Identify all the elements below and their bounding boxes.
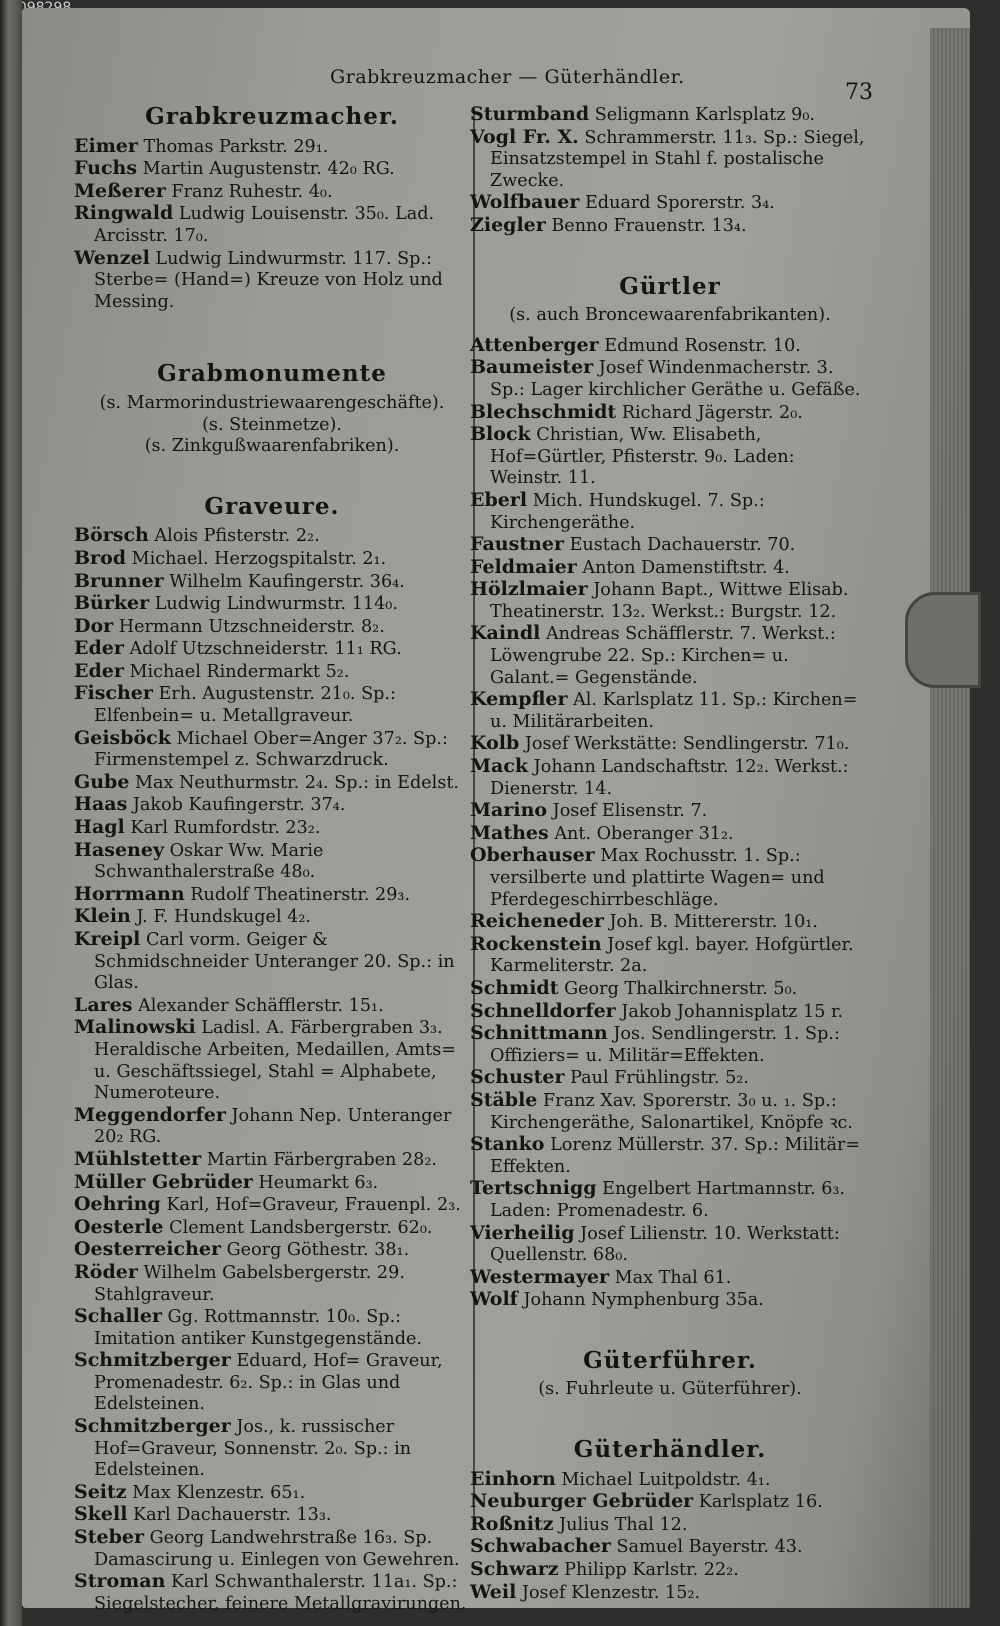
entry-name: Meßerer xyxy=(74,179,166,202)
directory-entry xyxy=(74,661,470,684)
entry-text: Eustach Dachauerstr. 70. xyxy=(569,535,796,556)
entry-text: Lorenz Müllerstr. 37. Sp.: Militär= Effekten. xyxy=(490,1135,861,1177)
directory-entry xyxy=(74,1504,470,1527)
entry-text: Ant. Oberanger 31₂. xyxy=(554,823,734,844)
directory-entry xyxy=(74,1105,470,1149)
directory-entry xyxy=(470,1023,870,1067)
entry-name: Kaindl xyxy=(470,622,541,645)
entry-name: Sturmband xyxy=(470,103,590,125)
entry-text: Karl, Hof=Graveur, Frauenpl. 2₃. xyxy=(166,1195,461,1216)
entry-text: Georg Göthestr. 38₁. xyxy=(226,1240,410,1261)
entry-text: Eduard, Hof= Graveur, Promenadestr. 6₂. Sp.: in Glas und Edelsteinen. xyxy=(94,1351,443,1415)
entry-name: Stanko xyxy=(470,1133,545,1156)
directory-entry xyxy=(470,579,870,623)
entry-name: Attenberger xyxy=(470,333,599,356)
entry-name: Brunner xyxy=(74,569,164,592)
entry-text: Karl Rumfordstr. 23₂. xyxy=(130,818,321,839)
entry-text: Philipp Karlstr. 22₂. xyxy=(564,1560,739,1581)
entry-text: Karl Schwanthalerstr. 11a₁. Sp.: Siegelstecher, feinere Metallgravirungen. xyxy=(94,1572,467,1614)
section-heading: Grabkreuzmacher. xyxy=(145,103,399,130)
section-heading: Güterhändler. xyxy=(573,1436,767,1464)
entry-text: Ladisl. A. Färbergraben 3₃. Heraldische Arbeiten, Medaillen, Amts= u. Geschäftssiegel, Stahl = Alphabete, Numeroteure. xyxy=(94,1018,457,1104)
right-column xyxy=(470,104,870,1604)
entry-text: Andreas Schäfflerstr. 7. Werkst.: Löwengrube 22. Sp.: Kirchen= u. Galant.= Gegenstände. xyxy=(490,624,836,688)
entry-text: Johann Nymphenburg 35a. xyxy=(523,1290,764,1311)
directory-entry xyxy=(470,934,870,978)
entry-text: Christian, Ww. Elisabeth, Hof=Gürtler, Pfisterstr. 9₀. Laden: Weinstr. 11. xyxy=(490,425,795,489)
entry-name: Faustner xyxy=(470,533,564,556)
entry-name: Lares xyxy=(74,993,133,1016)
entry-text: Jakob Kaufingerstr. 37₄. xyxy=(132,795,346,816)
directory-entry xyxy=(470,623,870,689)
section-heading: Gürtler xyxy=(619,272,721,300)
directory-entry xyxy=(470,845,870,911)
directory-entry xyxy=(470,1491,870,1514)
cross-reference-note: (s. auch Broncewaarenfabrikanten). xyxy=(509,305,831,326)
directory-entry xyxy=(74,525,470,548)
page-edge xyxy=(930,28,970,1608)
entry-name: Eberl xyxy=(470,488,528,511)
directory-entry xyxy=(74,548,470,571)
entry-text: Erh. Augustenstr. 21₀. Sp.: Elfenbein= u. Metallgraveur. xyxy=(94,684,396,727)
entry-name: Baumeister xyxy=(470,356,594,379)
entry-name: Mathes xyxy=(470,821,549,844)
cross-reference-note: (s. Marmorindustriewaarengeschäfte). xyxy=(99,392,445,413)
entry-text: Ludwig Louisenstr. 35₀. Lad. Arcisstr. 17₀. xyxy=(94,204,435,246)
entry-name: Ziegler xyxy=(470,213,546,236)
entry-name: Weil xyxy=(470,1580,517,1603)
entry-name: Mühlstetter xyxy=(74,1147,202,1170)
entry-name: Rockenstein xyxy=(470,932,602,955)
entry-text: Clement Landsbergerstr. 62₀. xyxy=(169,1217,433,1238)
directory-entry xyxy=(470,215,870,238)
directory-entry xyxy=(74,616,470,639)
entry-text: Gg. Rottmannstr. 10₀. Sp.: Imitation antiker Kunstgegenstände. xyxy=(94,1307,423,1349)
directory-entry xyxy=(74,1527,470,1571)
directory-entry xyxy=(470,1289,870,1312)
entry-text: Jos. Sendlingerstr. 1. Sp.: Offiziers= u. Militär=Effekten. xyxy=(490,1024,840,1066)
entry-name: Oesterreicher xyxy=(74,1238,222,1261)
entry-text: Joh. B. Mittererstr. 10₁. xyxy=(609,912,818,933)
directory-entry xyxy=(74,794,470,817)
entry-text: Michael Rindermarkt 5₂. xyxy=(129,661,350,682)
entry-name: Haseney xyxy=(74,838,164,861)
entry-text: Josef Lilienstr. 10. Werkstatt: Quellenstr. 68₀. xyxy=(490,1223,840,1266)
entry-text: Johann Bapt., Wittwe Elisab. Theatinerstr. 13₂. Werkst.: Burgstr. 12. xyxy=(490,580,849,622)
directory-entry xyxy=(74,136,470,159)
entry-name: Wolfbauer xyxy=(470,191,580,214)
entry-text: Mich. Hundskugel. 7. Sp.: Kirchengeräthe. xyxy=(490,490,765,533)
entry-name: Röder xyxy=(74,1260,138,1283)
entry-text: Michael Luitpoldstr. 4₁. xyxy=(561,1469,771,1490)
directory-entry xyxy=(74,1482,470,1505)
entry-name: Blechschmidt xyxy=(470,400,617,423)
entry-name: Gube xyxy=(74,770,130,793)
entry-name: Neuburger Gebrüder xyxy=(470,1490,694,1513)
directory-entry xyxy=(470,424,870,490)
directory-entry xyxy=(470,823,870,846)
entry-text: Michael. Herzogspitalstr. 2₁. xyxy=(131,548,387,569)
directory-entry xyxy=(470,1582,870,1605)
entry-name: Ringwald xyxy=(74,202,174,225)
entry-name: Klein xyxy=(74,905,131,928)
entry-name: Schaller xyxy=(74,1305,162,1328)
directory-entry xyxy=(74,248,470,314)
directory-entry xyxy=(470,127,870,193)
entry-name: Oberhauser xyxy=(470,844,595,867)
facing-page-strip xyxy=(0,0,22,1626)
thumb-index-tab xyxy=(905,592,981,688)
entry-text: Martin Augustenstr. 42₀ RG. xyxy=(142,159,395,180)
entry-name: Feldmaier xyxy=(470,555,577,578)
cross-reference-note: (s. Zinkgußwaarenfabriken). xyxy=(144,436,400,457)
directory-entry xyxy=(470,1536,870,1559)
entry-name: Oesterle xyxy=(74,1215,164,1238)
entry-text: Franz Xav. Sporerstr. 3₀ u. ₁. Sp.: Kirchengeräthe, Salonartikel, Knöpfe ꝛc. xyxy=(490,1090,853,1133)
entry-name: Schnelldorfer xyxy=(470,999,616,1022)
entry-text: Seligmann Karlsplatz 9₀. xyxy=(594,105,815,125)
entry-text: Benno Frauenstr. 13₄. xyxy=(551,215,747,236)
section-heading: Graveure. xyxy=(204,492,340,520)
directory-entry xyxy=(74,181,470,204)
directory-entry xyxy=(470,756,870,800)
left-column xyxy=(74,100,470,1615)
entry-text: Josef kgl. bayer. Hofgürtler. Karmeliterstr. 2a. xyxy=(490,934,854,977)
entry-name: Mack xyxy=(470,755,529,778)
entry-text: Max Klenzestr. 65₁. xyxy=(132,1482,306,1503)
entry-text: Ludwig Lindwurmstr. 117. Sp.: Sterbe= (Hand=) Kreuze von Holz und Messing. xyxy=(94,248,443,312)
directory-entry xyxy=(74,1350,470,1416)
directory-entry xyxy=(74,1571,470,1615)
entry-text: Ludwig Lindwurmstr. 114₀. xyxy=(154,594,398,615)
entry-name: Börsch xyxy=(74,524,149,547)
entry-name: Eder xyxy=(74,659,124,682)
entry-name: Marino xyxy=(470,799,548,822)
directory-entry xyxy=(470,534,870,557)
directory-entry xyxy=(470,1469,870,1492)
entry-name: Stroman xyxy=(74,1570,166,1593)
directory-entry xyxy=(470,104,870,127)
entry-name: Kempfler xyxy=(470,688,568,711)
entry-name: Tertschnigg xyxy=(470,1177,597,1200)
entry-text: Georg Landwehrstraße 16₃. Sp. Damascirung u. Einlegen von Gewehren. xyxy=(94,1528,460,1570)
directory-entry xyxy=(74,1217,470,1240)
entry-name: Horrmann xyxy=(74,882,185,905)
directory-entry xyxy=(74,1262,470,1306)
page-number: 73 xyxy=(845,80,873,105)
directory-entry xyxy=(74,1239,470,1262)
entry-text: Heumarkt 6₃. xyxy=(258,1172,379,1193)
directory-entry xyxy=(470,800,870,823)
entry-name: Schuster xyxy=(470,1066,565,1089)
directory-entry xyxy=(74,1149,470,1172)
entry-text: Josef Elisenstr. 7. xyxy=(552,801,708,822)
section-heading: Güterführer. xyxy=(583,1346,757,1374)
entry-name: Vogl Fr. X. xyxy=(470,125,579,148)
entry-text: Schrammerstr. 11₃. Sp.: Siegel, Einsatzstempel in Stahl f. postalische Zwecke. xyxy=(490,127,865,191)
directory-entry xyxy=(74,158,470,181)
entry-name: Wolf xyxy=(470,1288,518,1311)
directory-entry xyxy=(470,357,870,401)
entry-name: Schmidt xyxy=(470,976,559,999)
entry-text: Martin Färbergraben 28₂. xyxy=(206,1149,438,1170)
entry-text: Josef Klenzestr. 15₂. xyxy=(521,1582,701,1603)
entry-text: Adolf Utzschneiderstr. 11₁ RG. xyxy=(129,639,402,660)
directory-entry xyxy=(470,1559,870,1582)
entry-name: Schwabacher xyxy=(470,1535,611,1558)
entry-name: Einhorn xyxy=(470,1467,556,1490)
entry-text: Max Neuthurmstr. 2₄. Sp.: in Edelst. xyxy=(135,772,460,793)
entry-text: Al. Karlsplatz 11. Sp.: Kirchen= u. Militärarbeiten. xyxy=(490,690,858,732)
entry-text: Max Rochusstr. 1. Sp.: versilberte und plattirte Wagen= und Pferdegeschirrbeschläge. xyxy=(490,846,825,910)
entry-text: Karl Dachauerstr. 13₃. xyxy=(133,1505,332,1526)
directory-entry xyxy=(74,1172,470,1195)
directory-entry xyxy=(74,593,470,616)
directory-entry xyxy=(470,402,870,425)
entry-text: Oskar Ww. Marie Schwanthalerstraße 48₀. xyxy=(94,840,324,883)
entry-name: Stäble xyxy=(470,1088,538,1111)
entry-name: Bürker xyxy=(74,592,150,615)
entry-name: Müller Gebrüder xyxy=(74,1170,253,1193)
directory-entry xyxy=(470,1514,870,1537)
entry-text: Alexander Schäfflerstr. 15₁. xyxy=(138,995,384,1016)
entry-name: Kreipl xyxy=(74,928,141,950)
directory-entry xyxy=(74,1306,470,1350)
directory-entry xyxy=(74,840,470,884)
entry-text: Samuel Bayerstr. 43. xyxy=(616,1537,803,1558)
directory-entry xyxy=(470,1134,870,1178)
entry-name: Block xyxy=(470,423,531,446)
entry-text: Georg Thalkirchnerstr. 5₀. xyxy=(564,978,798,999)
directory-entry xyxy=(74,772,470,795)
entry-name: Vierheilig xyxy=(470,1221,575,1244)
entry-name: Westermayer xyxy=(470,1265,610,1288)
entry-text: Wilhelm Gabelsbergerstr. 29. Stahlgraveur. xyxy=(94,1262,405,1305)
directory-entry xyxy=(470,911,870,934)
directory-entry xyxy=(74,728,470,772)
entry-name: Schwarz xyxy=(470,1558,559,1581)
entry-name: Hagl xyxy=(74,816,125,839)
entry-text: Anton Damenstiftstr. 4. xyxy=(582,557,790,578)
entry-text: Karlsplatz 16. xyxy=(698,1492,823,1513)
entry-name: Fischer xyxy=(74,682,153,705)
directory-entry xyxy=(470,733,870,756)
entry-name: Dor xyxy=(74,614,114,637)
entry-text: Edmund Rosenstr. 10. xyxy=(604,335,801,356)
directory-entry xyxy=(470,557,870,580)
entry-text: Hermann Utzschneiderstr. 8₂. xyxy=(118,616,385,637)
entry-text: Carl vorm. Geiger & Schmidschneider Unteranger 20. Sp.: in Glas. xyxy=(94,930,455,994)
directory-entry xyxy=(470,1267,870,1290)
directory-entry xyxy=(74,683,470,727)
directory-entry xyxy=(74,929,470,995)
directory-entry xyxy=(74,1194,470,1217)
directory-entry xyxy=(74,1416,470,1482)
entry-text: Rudolf Theatinerstr. 29₃. xyxy=(190,884,411,905)
entry-name: Malinowski xyxy=(74,1016,196,1039)
entry-name: Skell xyxy=(74,1503,128,1526)
directory-entry xyxy=(470,335,870,358)
directory-entry xyxy=(74,817,470,840)
running-head: Grabkreuzmacher — Güterhändler. xyxy=(330,66,685,88)
entry-name: Wenzel xyxy=(74,246,150,269)
entry-text: Alois Pfisterstr. 2₂. xyxy=(154,526,320,547)
directory-entry xyxy=(74,995,470,1018)
entry-name: Schnittmann xyxy=(470,1022,608,1045)
entry-name: Haas xyxy=(74,793,128,816)
directory-entry xyxy=(74,638,470,661)
directory-entry xyxy=(74,1017,470,1104)
entry-name: Reicheneder xyxy=(470,910,604,933)
entry-text: Johann Landschaftstr. 12₂. Werkst.: Dienerstr. 14. xyxy=(490,757,849,799)
entry-name: Schmitzberger xyxy=(74,1415,231,1438)
directory-entry xyxy=(470,1067,870,1090)
directory-entry xyxy=(470,1001,870,1024)
directory-entry xyxy=(74,571,470,594)
entry-text: Richard Jägerstr. 2₀. xyxy=(621,402,803,423)
entry-text: Josef Werkstätte: Sendlingerstr. 71₀. xyxy=(524,734,850,755)
entry-name: Hölzlmaier xyxy=(470,578,588,601)
entry-name: Kolb xyxy=(470,732,520,755)
entry-text: Jakob Johannisplatz 15 r. xyxy=(621,1001,844,1022)
entry-name: Oehring xyxy=(74,1193,161,1216)
entry-name: Seitz xyxy=(74,1480,127,1503)
directory-entry xyxy=(74,884,470,907)
entry-text: Max Thal 61. xyxy=(614,1267,732,1288)
entry-text: Michael Ober=Anger 37₂. Sp.: Firmenstempel z. Schwarzdruck. xyxy=(94,728,448,771)
directory-entry xyxy=(470,192,870,215)
entry-name: Steber xyxy=(74,1526,144,1549)
entry-text: J. F. Hundskugel 4₂. xyxy=(136,907,311,928)
directory-entry xyxy=(470,689,870,733)
entry-name: Schmitzberger xyxy=(74,1349,231,1372)
cross-reference-note: (s. Steinmetze). xyxy=(202,414,342,435)
entry-text: Jos., k. russischer Hof=Graveur, Sonnenstr. 2₀. Sp.: in Edelsteinen. xyxy=(94,1417,412,1481)
entry-name: Meggendorfer xyxy=(74,1103,226,1126)
entry-name: Geisböck xyxy=(74,726,171,749)
directory-entry xyxy=(470,1223,870,1267)
entry-name: Fuchs xyxy=(74,157,138,180)
directory-entry xyxy=(470,1178,870,1222)
directory-entry xyxy=(470,978,870,1001)
entry-text: Thomas Parkstr. 29₁. xyxy=(143,136,329,157)
directory-entry xyxy=(470,490,870,534)
entry-name: Brod xyxy=(74,546,127,569)
cross-reference-note: (s. Fuhrleute u. Güterführer). xyxy=(538,1379,802,1400)
entry-text: Julius Thal 12. xyxy=(559,1514,688,1535)
entry-text: Wilhelm Kaufingerstr. 36₄. xyxy=(169,571,405,592)
entry-name: Roßnitz xyxy=(470,1512,554,1535)
entry-name: Eder xyxy=(74,637,124,660)
entry-name: Eimer xyxy=(74,134,138,157)
entry-text: Engelbert Hartmannstr. 6₃. Laden: Promenadestr. 6. xyxy=(490,1179,846,1221)
directory-entry xyxy=(74,906,470,929)
entry-text: Johann Nep. Unteranger 20₂ RG. xyxy=(94,1105,452,1148)
directory-entry xyxy=(74,203,470,247)
section-heading: Grabmonumente xyxy=(157,360,387,388)
entry-text: Paul Frühlingstr. 5₂. xyxy=(570,1068,749,1089)
entry-text: Josef Windenmacherstr. 3. Sp.: Lager kirchlicher Geräthe u. Gefäße. xyxy=(490,358,861,400)
entry-text: Eduard Sporerstr. 3₄. xyxy=(584,193,775,214)
entry-text: Franz Ruhestr. 4₀. xyxy=(171,181,333,202)
directory-entry xyxy=(470,1090,870,1134)
